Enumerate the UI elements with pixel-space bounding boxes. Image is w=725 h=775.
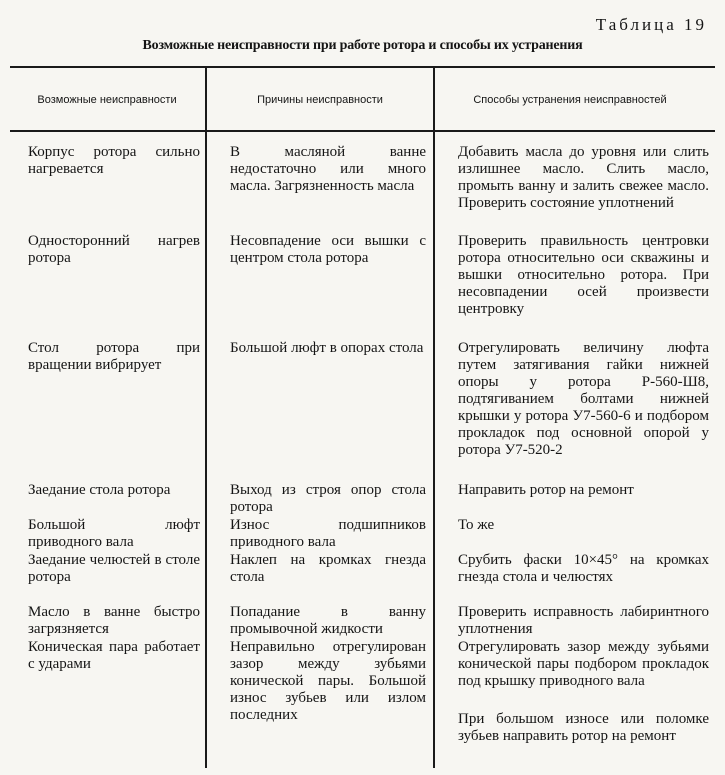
row5-fault: Большой люфт приводного вала xyxy=(28,517,200,550)
header-faults: Возможные неисправности xyxy=(37,93,177,106)
row9-remedy: При большом износе или поломке зубьев направить ротор на ремонт xyxy=(458,711,709,744)
row1-remedy: Добавить масла до уровня или слить излишнее масло. Слить масло, промыть ванну и залить свежее масло. Проверить состояние уплотнений xyxy=(458,144,709,211)
row8-cause: Неправильно отрегулирован зазор между зубьями конической пары. Большой износ зубьев или излом последних xyxy=(230,639,426,723)
row5-remedy: То же xyxy=(458,517,495,533)
row7-remedy: Проверить исправность лабиринтного уплотнения xyxy=(458,604,709,637)
row8-remedy: Отрегулировать зазор между зубьями конической пары подбором прокладок под крышку приводного вала xyxy=(458,639,709,689)
row5-cause: Износ подшипников приводного вала xyxy=(230,517,426,550)
row4-fault: Заедание стола ротора xyxy=(28,482,171,498)
row8-fault: Коническая пара работает с ударами xyxy=(28,639,200,672)
row2-cause: Несовпадение оси вышки с центром стола ротора xyxy=(230,233,426,266)
row6-fault: Заедание челюстей в столе ротора xyxy=(28,552,200,585)
table-number: Таблица 19 xyxy=(595,15,707,34)
row3-remedy: Отрегулировать величину люфта путем затягивания гайки нижней опоры у ротора Р-560-Ш8, подтягиванием болтами нижней крышки у ротора У7-560-6 и подбором прокладок под основной опорой у ротора У7-520-2 xyxy=(458,340,709,458)
column-divider-1 xyxy=(205,68,207,768)
row7-fault: Масло в ванне быстро загрязняется xyxy=(28,604,200,637)
header-remedies: Способы устранения неисправностей xyxy=(473,93,667,106)
row6-remedy: Срубить фаски 10×45° на кромках гнезда стола и челюстях xyxy=(458,552,709,585)
row6-cause: Наклеп на кромках гнезда стола xyxy=(230,552,426,585)
row2-remedy: Проверить правильность центровки ротора относительно оси скважины и вышки относительно ротора. При несовпадении осей произвести центровку xyxy=(458,233,709,317)
row3-fault: Стол ротора при вращении вибрирует xyxy=(28,340,200,373)
row3-cause: Большой люфт в опорах стола xyxy=(230,340,424,356)
header-causes: Причины неисправности xyxy=(257,93,383,106)
row4-cause: Выход из строя опор стола ротора xyxy=(230,482,426,515)
row2-fault: Односторонний нагрев ротора xyxy=(28,233,200,266)
header-bottom-rule xyxy=(10,130,715,132)
row7-cause: Попадание в ванну промывочной жидкости xyxy=(230,604,426,637)
table-top-rule xyxy=(10,66,715,68)
row1-cause: В масляной ванне недостаточно или много масла. Загрязненность масла xyxy=(230,144,426,194)
row4-remedy: Направить ротор на ремонт xyxy=(458,482,634,498)
row1-fault: Корпус ротора сильно нагревается xyxy=(28,144,200,177)
column-divider-2 xyxy=(433,68,435,768)
table-caption: Возможные неисправности при работе ротора и способы их устранения xyxy=(142,38,583,53)
